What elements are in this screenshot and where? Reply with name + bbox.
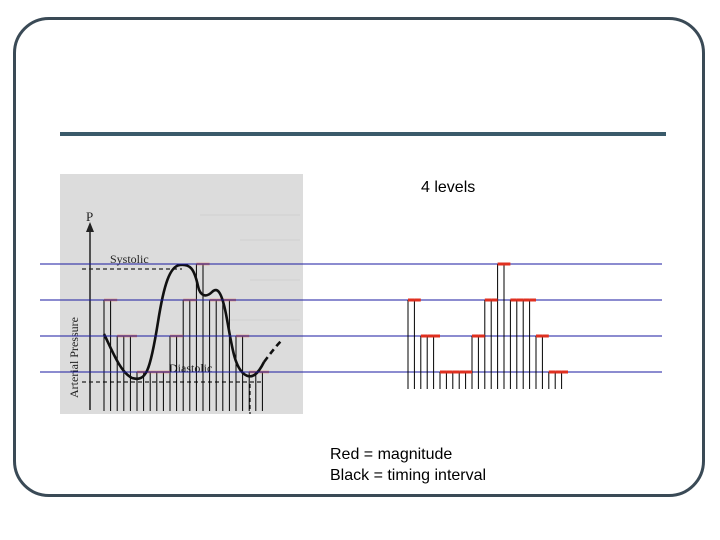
caption <box>330 444 486 486</box>
levels-label: 4 levels <box>421 179 476 196</box>
axis-label-p: P <box>86 209 94 224</box>
systolic-label: Systolic <box>110 252 149 266</box>
pressure-figure-background <box>60 174 303 414</box>
caption-timing: Black = timing interval <box>330 467 487 484</box>
axis-label-arterial-pressure: Arterial Pressure <box>67 317 81 398</box>
caption-magnitude: Red = magnitude <box>330 446 453 463</box>
quantized-magnitude-marks <box>408 264 568 372</box>
quantized-timing-lines <box>408 264 562 389</box>
diastolic-label: Diastolic <box>169 361 213 375</box>
